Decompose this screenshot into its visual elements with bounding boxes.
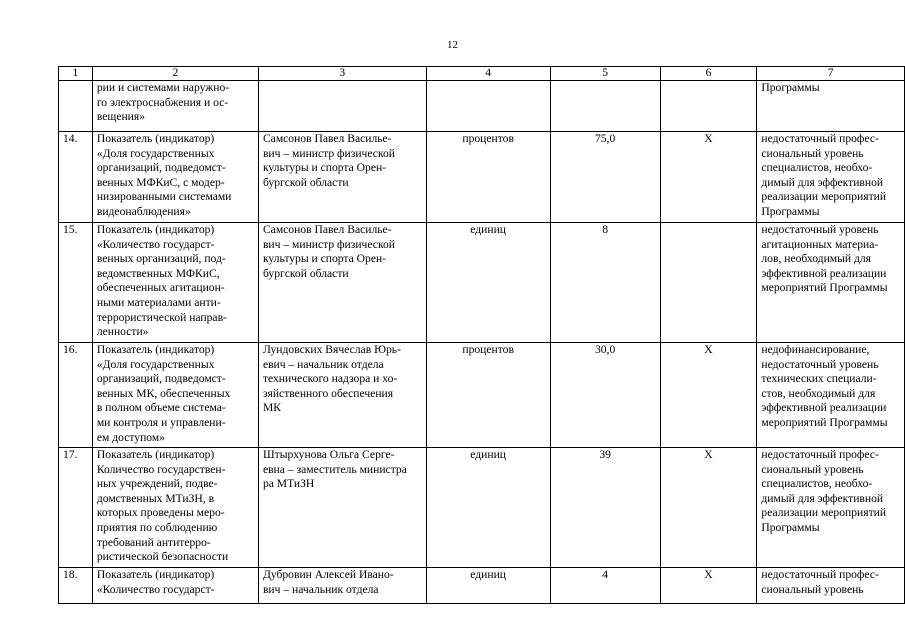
indicator-cell: [92, 223, 258, 343]
indicator-cell: [92, 132, 258, 223]
mark-cell: Х: [660, 132, 757, 223]
value-cell: 8: [550, 223, 660, 343]
reason-text: недостаточный профес- сиональный уровень специалистов, необхо- димый для эффективной реализации мероприятий Программы: [761, 448, 887, 534]
indicator-cell: [92, 343, 258, 448]
reason-text: недостаточный уровень агитационных материа- лов, необходимый для эффективной реализации мероприятий Программы: [761, 223, 888, 295]
table-row: [59, 223, 905, 343]
row-number: 17.: [59, 448, 93, 568]
responsible-cell: [258, 568, 426, 604]
row-number: 16.: [59, 343, 93, 448]
value-cell: 75,0: [550, 132, 660, 223]
table-row: [59, 448, 905, 568]
responsible-text: Штырхунова Ольга Серге- евна – заместитель министра ра МТиЗН: [262, 448, 407, 491]
mark-cell: [660, 81, 757, 132]
header-row: [59, 67, 905, 81]
unit-cell: процентов: [426, 132, 550, 223]
indicator-text: Показатель (индикатор) «Количество государст- венных организаций, под- ведомственных МФКиС, обеспеченных агитацион- ными материалами анти- террористической направ- ленности»: [96, 223, 227, 339]
column-header: 4: [426, 67, 550, 81]
unit-cell: единиц: [426, 568, 550, 604]
responsible-text: Лундовских Вячеслав Юрь- евич – начальник отдела технического надзора и хо- зяйственного обеспечения МК: [262, 343, 401, 415]
value-cell: [550, 81, 660, 132]
reason-cell: [757, 132, 905, 223]
value-cell: 4: [550, 568, 660, 604]
responsible-cell: [258, 81, 426, 132]
unit-cell: единиц: [426, 223, 550, 343]
reason-text: недостаточный профес- сиональный уровень: [761, 568, 879, 596]
table-row: [59, 132, 905, 223]
mark-cell: Х: [660, 343, 757, 448]
reason-cell: [757, 81, 905, 132]
responsible-cell: [258, 448, 426, 568]
unit-cell: процентов: [426, 343, 550, 448]
indicator-cell: [92, 568, 258, 604]
indicator-text: Показатель (индикатор) Количество государствен- ных учреждений, подве- домственных МТиЗН, в которых проведены меро- приятия по соблюдению требований антитерро- ристической безопасности: [96, 448, 229, 564]
reason-text: Программы: [761, 81, 820, 94]
mark-cell: Х: [660, 448, 757, 568]
indicator-text: Показатель (индикатор) «Количество государст-: [96, 568, 215, 596]
column-header: 5: [550, 67, 660, 81]
unit-cell: единиц: [426, 448, 550, 568]
column-header: 6: [660, 67, 757, 81]
reason-cell: [757, 223, 905, 343]
indicator-cell: [92, 81, 258, 132]
responsible-cell: [258, 132, 426, 223]
reason-text: недостаточный профес- сиональный уровень специалистов, необхо- димый для эффективной реализации мероприятий Программы: [761, 132, 887, 218]
reason-cell: [757, 568, 905, 604]
reason-cell: [757, 343, 905, 448]
indicator-cell: [92, 448, 258, 568]
responsible-cell: [258, 343, 426, 448]
indicator-text: Показатель (индикатор) «Доля государственных организаций, подведомст- венных МФКиС, с модер- низированными системами видеонаблюдения»: [96, 132, 232, 218]
indicator-text: рии и системами наружно- го электроснабжения и ос- вещения»: [96, 81, 230, 124]
responsible-text: Дубровин Алексей Ивано- вич – начальник отдела: [262, 568, 394, 596]
indicator-text: Показатель (индикатор) «Доля государственных организаций, подведомст- венных МК, обеспеченных в полном объеме система- ми контроля и управлени- ем доступом»: [96, 343, 231, 444]
mark-cell: [660, 223, 757, 343]
mark-cell: Х: [660, 568, 757, 604]
column-header: 2: [92, 67, 258, 81]
table-row: [59, 343, 905, 448]
row-number-cell: [59, 81, 93, 132]
responsible-text: Самсонов Павел Василье- вич – министр физической культуры и спорта Орен- бургской области: [262, 223, 395, 280]
responsible-text: Самсонов Павел Василье- вич – министр физической культуры и спорта Орен- бургской области: [262, 132, 395, 189]
row-number: 18.: [59, 568, 93, 604]
indicators-table: [58, 66, 905, 604]
value-cell: 39: [550, 448, 660, 568]
page-number: 12: [447, 39, 458, 51]
reason-cell: [757, 448, 905, 568]
column-header: 3: [258, 67, 426, 81]
reason-text: недофинансирование, недостаточный уровень технических специали- стов, необходимый для эффективной реализации мероприятий Программы: [761, 343, 888, 429]
row-number: 15.: [59, 223, 93, 343]
table-row: [59, 81, 905, 132]
column-header: 7: [757, 67, 905, 81]
unit-cell: [426, 81, 550, 132]
responsible-cell: [258, 223, 426, 343]
column-header: 1: [59, 67, 93, 81]
table-row: [59, 568, 905, 604]
row-number: 14.: [59, 132, 93, 223]
value-cell: 30,0: [550, 343, 660, 448]
